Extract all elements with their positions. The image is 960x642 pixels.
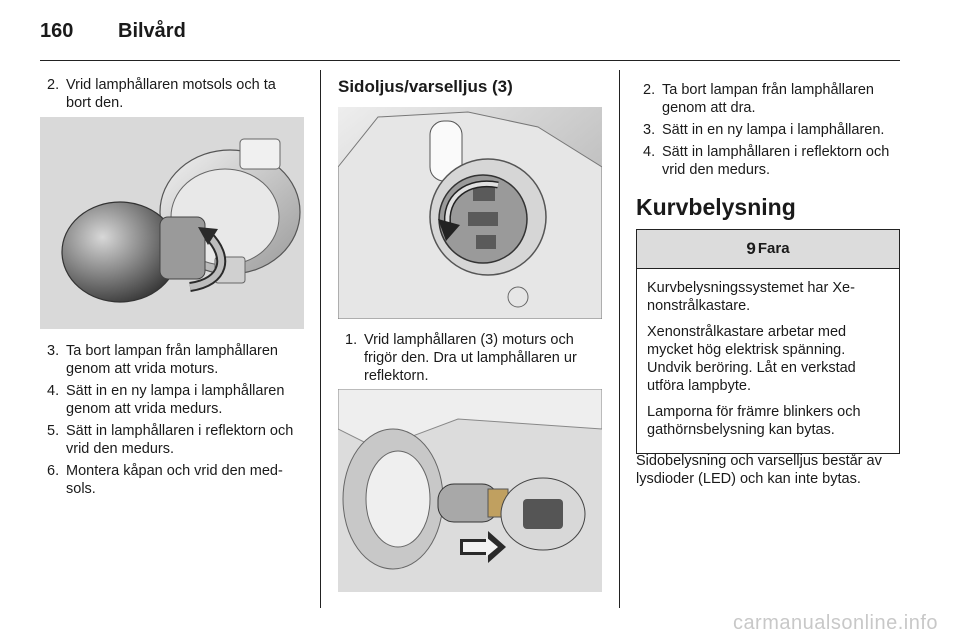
section-heading: Sidoljus/varselljus (3) bbox=[338, 77, 513, 96]
step-number: 3. bbox=[643, 122, 656, 138]
warning-paragraph: Xenonstrålkastare arbetar med mycket hög elektrisk spänning. Undvik beröring. Låt en verkstad utföra lampbyte. bbox=[647, 324, 856, 394]
figure-wedge-bulb-removal bbox=[338, 389, 602, 592]
step-number: 2. bbox=[643, 82, 656, 98]
step-item bbox=[338, 331, 602, 385]
warning-box bbox=[636, 229, 900, 454]
warning-paragraph: Lamporna för främre blinkers och gathörnsbelysning kan bytas. bbox=[647, 404, 861, 438]
step-item bbox=[40, 76, 304, 112]
figure-bulb-holder-rotate bbox=[40, 117, 304, 329]
step-item bbox=[40, 342, 304, 378]
step-text: Sätt in lamphållaren i reflektorn och vrid den medurs. bbox=[66, 423, 294, 457]
figure-side-light-holder bbox=[338, 107, 602, 319]
step-number: 4. bbox=[643, 144, 656, 160]
step-text: Montera kåpan och vrid den med-sols. bbox=[66, 463, 283, 497]
step-text: Vrid lamphållaren motsols och ta bort den. bbox=[66, 77, 276, 111]
warning-body bbox=[637, 269, 899, 453]
chapter-title: Bilvård bbox=[118, 20, 186, 42]
warning-triangle-icon: 9 bbox=[746, 239, 756, 258]
warning-header bbox=[637, 230, 899, 269]
column-1 bbox=[40, 76, 304, 116]
step-item bbox=[40, 382, 304, 418]
column-divider-2 bbox=[619, 70, 620, 608]
note-paragraph: Sidobelysning och varselljus består av lysdioder (LED) och kan inte bytas. bbox=[636, 453, 882, 487]
step-number: 3. bbox=[47, 343, 60, 359]
page-header bbox=[40, 18, 900, 48]
step-number: 2. bbox=[47, 77, 60, 93]
step-text: Sätt in en ny lampa i lamphållaren. bbox=[662, 122, 885, 138]
step-number: 6. bbox=[47, 463, 60, 479]
step-item bbox=[636, 143, 902, 179]
warning-paragraph: Kurvbelysningssystemet har Xe-nonstrålkastare. bbox=[647, 280, 855, 314]
step-text: Sätt in lamphållaren i reflektorn och vrid den medurs. bbox=[662, 144, 890, 178]
step-text: Sätt in en ny lampa i lamphållaren genom att vrida medurs. bbox=[66, 383, 285, 417]
column-1-steps bbox=[40, 342, 304, 502]
step-text: Vrid lamphållaren (3) moturs och frigör den. Dra ut lamphållaren ur reflektorn. bbox=[364, 332, 577, 384]
column-3 bbox=[636, 81, 902, 183]
header-rule bbox=[40, 60, 900, 61]
step-text: Ta bort lampan från lamphållaren genom att vrida moturs. bbox=[66, 343, 278, 377]
step-item bbox=[40, 422, 304, 458]
column-3-note bbox=[636, 452, 902, 488]
section-heading: Kurvbelysning bbox=[636, 194, 796, 220]
column-divider-1 bbox=[320, 70, 321, 608]
warning-box-wrap bbox=[636, 229, 900, 454]
step-number: 1. bbox=[345, 332, 358, 348]
watermark: carmanualsonline.info bbox=[732, 612, 938, 634]
column-2-steps bbox=[338, 331, 602, 389]
step-item bbox=[40, 462, 304, 498]
column-2-heading-wrap bbox=[338, 78, 602, 96]
warning-title: Fara bbox=[757, 240, 790, 257]
step-item bbox=[636, 121, 902, 139]
column-3-heading-wrap bbox=[636, 194, 902, 220]
step-text: Ta bort lampan från lamphållaren genom att dra. bbox=[662, 82, 874, 116]
step-item bbox=[636, 81, 902, 117]
step-number: 4. bbox=[47, 383, 60, 399]
step-number: 5. bbox=[47, 423, 60, 439]
page-number: 160 bbox=[40, 20, 74, 42]
